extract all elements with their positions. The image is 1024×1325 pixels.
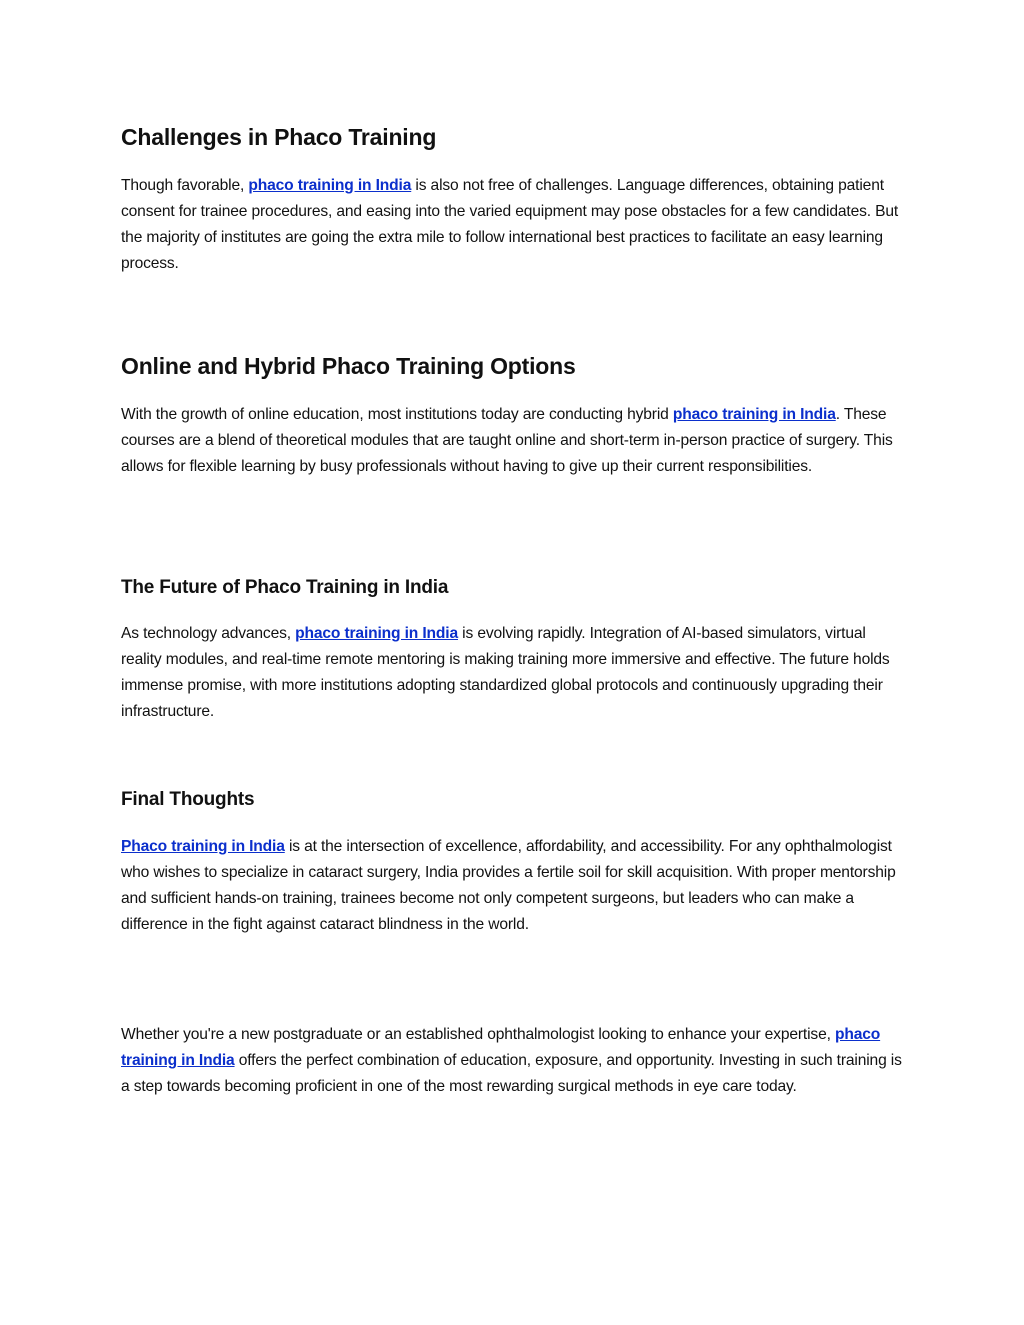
heading-final-thoughts: Final Thoughts (121, 789, 255, 810)
paragraph-text: offers the perfect combination of education, exposure, and opportunity. Investing in such training is a step towards becoming proficient in one of the most rewarding surgical methods in eye care today. (121, 1052, 902, 1095)
section-future (121, 575, 906, 601)
paragraph-text: is also not free of challenges. Language differences, obtaining patient consent for trainee procedures, and easing into the varied equipment may pose obstacles for a few candidates. But the majority of institutes are going the extra mile to follow international best practices to facilitate an easy learning process. (121, 177, 899, 272)
phaco-training-link[interactable]: phaco training in India (248, 177, 412, 194)
paragraph-online-hybrid (121, 402, 906, 480)
paragraph-online-hybrid-wrap (121, 402, 906, 480)
section-challenges (121, 122, 906, 152)
paragraph-text: Though favorable, (121, 177, 249, 194)
heading-challenges: Challenges in Phaco Training (121, 124, 437, 150)
paragraph-final-thoughts-wrap (121, 834, 906, 938)
phaco-training-link[interactable]: phaco training in India (295, 625, 458, 642)
heading-online-hybrid: Online and Hybrid Phaco Training Options (121, 353, 576, 379)
section-final-thoughts (121, 787, 906, 813)
paragraph-future-wrap (121, 621, 906, 725)
paragraph-text: As technology advances, (121, 625, 296, 642)
paragraph-final-thoughts (121, 834, 906, 938)
paragraph-text: is evolving rapidly. Integration of AI-based simulators, virtual reality modules, and real-time remote mentoring is making training more immersive and effective. The future holds immense promise, with more institutions adopting standardized global protocols and continuously upgrading their infrastructure. (121, 625, 890, 720)
paragraph-text: With the growth of online education, most institutions today are conducting hybrid (121, 406, 673, 423)
paragraph-challenges-wrap (121, 173, 906, 277)
paragraph-closing (121, 1022, 906, 1100)
phaco-training-link[interactable]: Phaco training in India (121, 838, 285, 855)
paragraph-future (121, 621, 906, 725)
paragraph-challenges (121, 173, 906, 277)
section-online-hybrid (121, 351, 906, 381)
paragraph-text: is at the intersection of excellence, affordability, and accessibility. For any ophthalmologist who wishes to specialize in cataract surgery, India provides a fertile soil for skill acquisition. With proper mentorship and sufficient hands-on training, trainees become not only competent surgeons, but leaders who can make a difference in the fight against cataract blindness in the world. (121, 838, 896, 933)
phaco-training-link[interactable]: phaco training in India (121, 1026, 881, 1069)
paragraph-text: . These courses are a blend of theoretical modules that are taught online and short-term in-person practice of surgery. This allows for flexible learning by busy professionals without having to give up their current responsibilities. (121, 406, 893, 475)
paragraph-closing-wrap (121, 1022, 906, 1100)
phaco-training-link[interactable]: phaco training in India (672, 406, 836, 423)
paragraph-text: Whether you're a new postgraduate or an established ophthalmologist looking to enhance your expertise, (121, 1026, 835, 1043)
heading-future: The Future of Phaco Training in India (121, 577, 449, 598)
